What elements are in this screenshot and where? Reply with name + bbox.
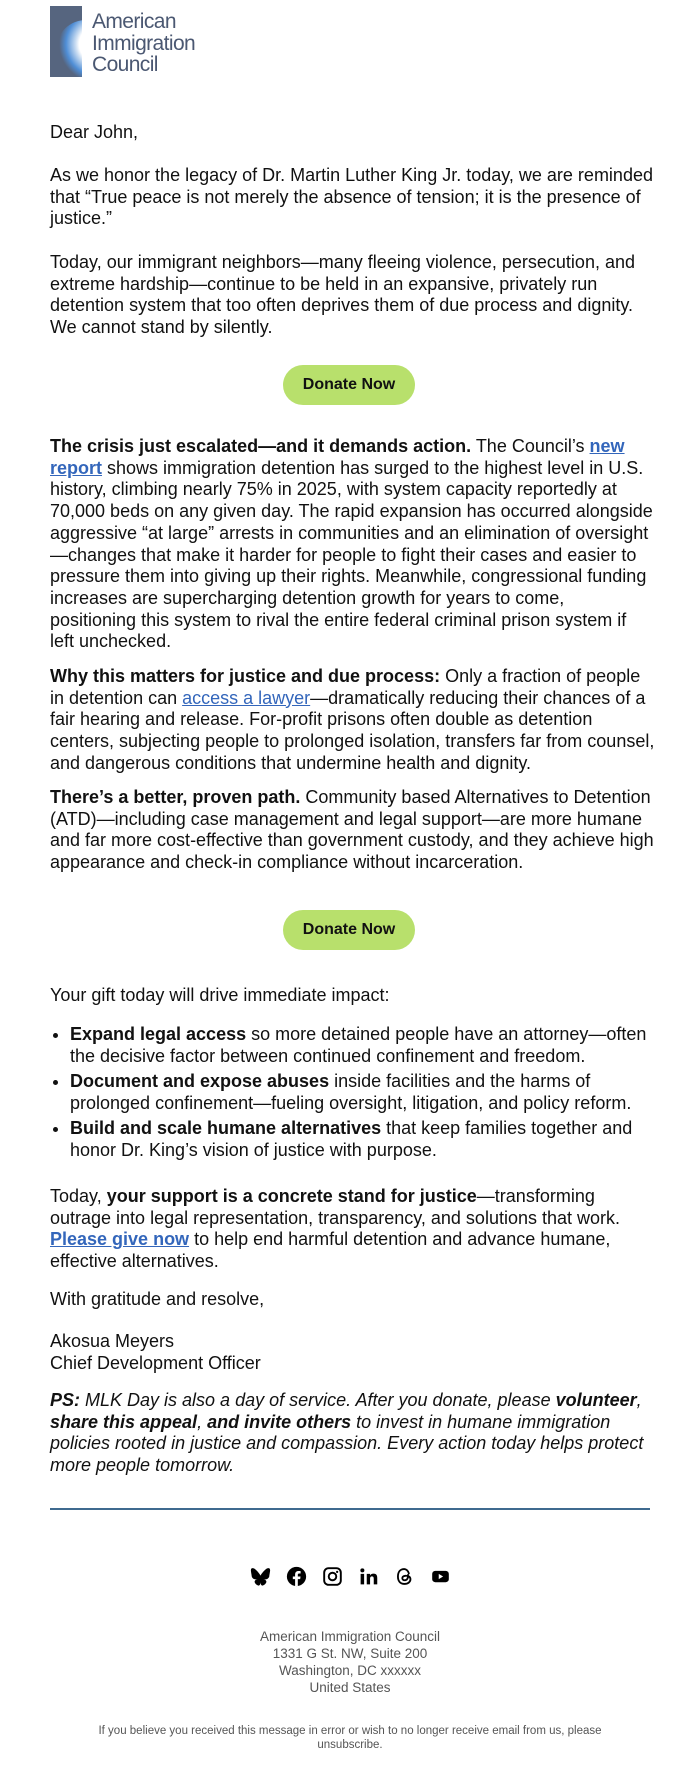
- logo-line: American: [92, 10, 176, 33]
- signoff: With gratitude and resolve,: [50, 1289, 265, 1309]
- list-item: [70, 1071, 675, 1114]
- logo-line: Immigration: [92, 31, 196, 55]
- donate-button[interactable]: Donate Now: [283, 365, 415, 405]
- better-path-paragraph: [50, 787, 655, 874]
- threads-icon[interactable]: [394, 1566, 415, 1587]
- text: ,: [636, 1390, 642, 1410]
- text: that keep families together and honor Dr. King’s vision of justice with purpose.: [70, 1117, 633, 1160]
- why-lead: Why this matters for justice and due process:: [50, 666, 441, 686]
- text: share this appeal: [50, 1411, 198, 1432]
- address-country: United States: [309, 1680, 391, 1695]
- logo-line: Council: [92, 53, 158, 76]
- crisis-lead: The crisis just escalated—and it demands action.: [50, 436, 472, 456]
- text: Today,: [50, 1186, 107, 1206]
- youtube-icon[interactable]: [430, 1566, 451, 1587]
- item-lead: Build and scale humane alternatives: [70, 1117, 382, 1138]
- item-lead: Expand legal access: [70, 1024, 247, 1044]
- context-paragraph: Today, our immigrant neighbors—many fleeing violence, persecution, and extreme hardship—continue to be held in an expansive, privately run detention system that too often deprives them of due process and dignity. We cannot stand by silently.: [50, 252, 635, 338]
- text: shows immigration detention has surged to the highest level in U.S. history, climbing nearly 75% in 2025, with system capacity reportedly at 70,000 beds on any given day. The rapid expansion has occurred alongside aggressive “at large” arrests in communities and an elimination of oversight—changes that make it harder for people to fight their cases and easier to pressure them into giving up their rights. Meanwhile, congressional funding increases are supercharging detention growth for years to come, positioning this system to rival the entire federal criminal prison system if left unchecked.: [50, 457, 653, 652]
- greeting: Dear John,: [50, 122, 139, 142]
- donate-button-2[interactable]: Donate Now: [283, 910, 415, 950]
- signer-title: Chief Development Officer: [50, 1353, 261, 1373]
- list-item: [70, 1024, 675, 1067]
- bluesky-icon[interactable]: [250, 1566, 271, 1587]
- text: ,: [197, 1411, 208, 1432]
- address-city: Washington, DC xxxxxx: [278, 1663, 422, 1678]
- item-lead: Document and expose abuses: [70, 1070, 330, 1091]
- address-street: 1331 G St. NW, Suite 200: [272, 1646, 428, 1661]
- logo-mark-icon: [50, 6, 82, 77]
- text: and invite others: [207, 1411, 352, 1432]
- text: to help end harmful detention and advance humane, effective alternatives.: [50, 1229, 611, 1272]
- text: to invest in humane immigration policies rooted in justice and compassion. Every action today helps protect more people tomorrow.: [50, 1411, 644, 1476]
- access-lawyer-link[interactable]: access a lawyer: [182, 687, 311, 708]
- signer-name: Akosua Meyers: [50, 1331, 175, 1351]
- intro-paragraph: As we honor the legacy of Dr. Martin Luther King Jr. today, we are reminded that “True peace is not merely the absence of tension; it is the presence of justice.”: [50, 165, 653, 229]
- divider: [50, 1508, 650, 1510]
- crisis-paragraph: [50, 436, 655, 653]
- text: The Council’s: [471, 436, 590, 456]
- address-org: American Immigration Council: [259, 1629, 441, 1644]
- linkedin-icon[interactable]: [358, 1566, 379, 1587]
- text: so more detained people have an attorney—often the decisive factor between continued confinement and freedom.: [70, 1024, 647, 1066]
- logo-text: [92, 11, 195, 76]
- better-lead: There’s a better, proven path.: [50, 787, 301, 807]
- address-block: [0, 1628, 700, 1696]
- text: your support is a concrete stand for justice: [106, 1186, 477, 1206]
- closing-paragraph: [50, 1186, 655, 1273]
- unsubscribe-notice[interactable]: If you believe you received this message in error or wish to no longer receive email from us, please unsubscribe.: [98, 1725, 602, 1751]
- text: volunteer: [555, 1390, 637, 1410]
- impact-list: [50, 1024, 675, 1165]
- ps-label: PS:: [50, 1390, 81, 1410]
- text: Only a fraction of people in detention can: [50, 666, 641, 708]
- text: —dramatically reducing their chances of a fair hearing and release. For-profit prisons often double as detention centers, subjecting people to prolonged isolation, transfers far from counsel, and dangerous conditions that undermine health and dignity.: [50, 687, 655, 773]
- why-paragraph: [50, 666, 655, 775]
- ps-paragraph: [50, 1390, 655, 1477]
- list-item: [70, 1118, 675, 1161]
- instagram-icon[interactable]: [322, 1566, 343, 1587]
- social-links: [250, 1566, 451, 1587]
- give-now-link[interactable]: Please give now: [50, 1229, 190, 1250]
- text: —transforming outrage into legal representation, transparency, and solutions that work.: [50, 1186, 621, 1228]
- text: inside facilities and the harms of prolonged confinement—fueling oversight, litigation, and policy reform.: [70, 1070, 632, 1113]
- new-report-link[interactable]: new report: [50, 436, 625, 478]
- facebook-icon[interactable]: [286, 1566, 307, 1587]
- text: MLK Day is also a day of service. After you donate, please: [80, 1390, 556, 1410]
- gift-intro: Your gift today will drive immediate impact:: [50, 985, 390, 1005]
- logo: [50, 6, 210, 78]
- text: Community based Alternatives to Detention (ATD)—including case management and legal support—are more humane and far more cost-effective than government custody, and they achieve high appearance and check-in compliance without incarceration.: [50, 787, 654, 873]
